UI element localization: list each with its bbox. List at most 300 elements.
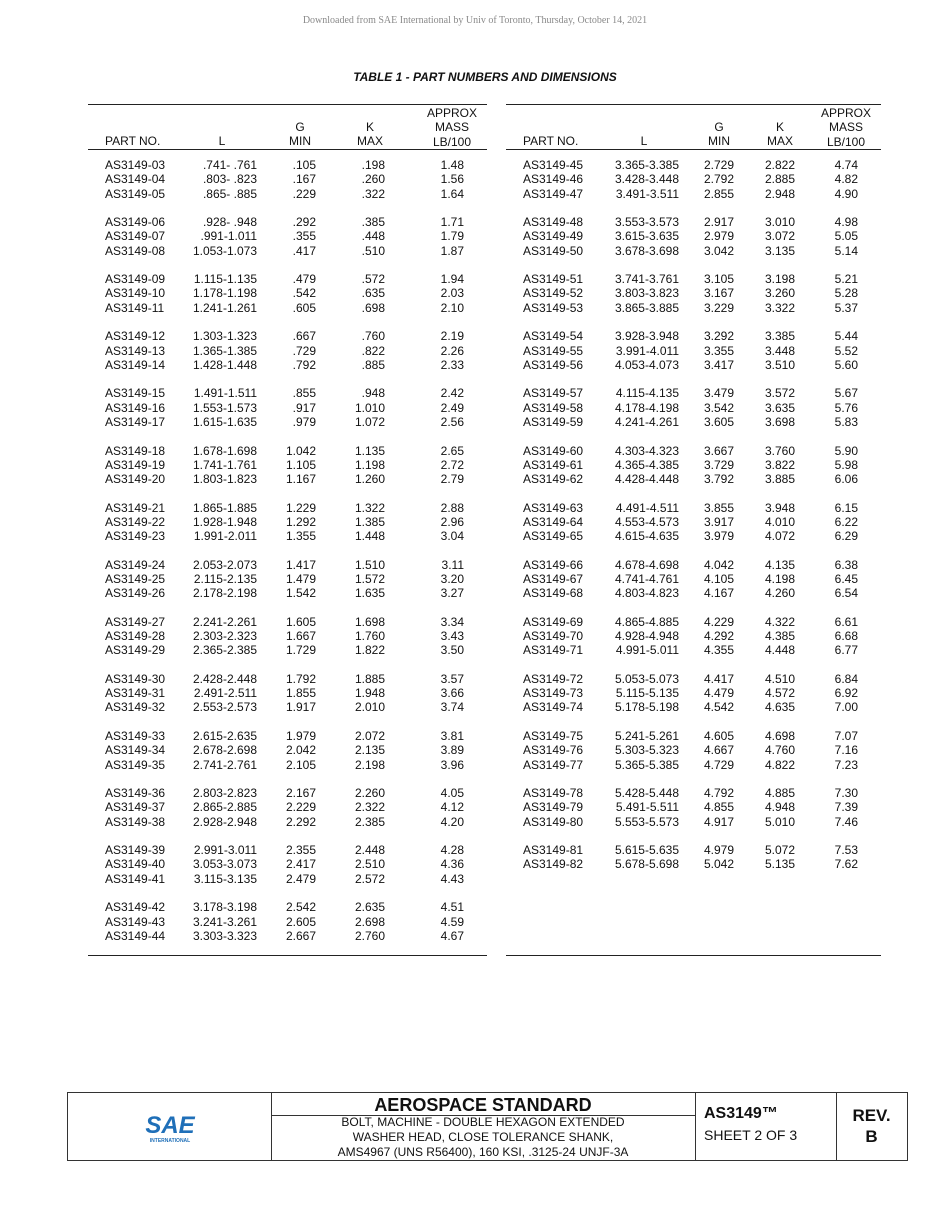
approx-mass: 4.98 (834, 215, 858, 230)
k-max: 1.385 (354, 514, 385, 529)
k-max: 5.072 (764, 843, 795, 858)
part-number: AS3149-62 (523, 472, 584, 487)
approx-mass: 2.72 (440, 457, 464, 472)
approx-mass: 5.14 (834, 243, 858, 258)
k-max: 1.198 (354, 457, 385, 472)
table-row (506, 800, 881, 814)
approx-mass: 6.77 (834, 643, 858, 658)
k-max: 2.322 (354, 800, 385, 815)
table-row (88, 686, 487, 700)
length-l: 3.303-3.323 (192, 928, 257, 943)
k-max: 2.510 (354, 857, 385, 872)
length-l: 2.115-2.135 (193, 571, 257, 586)
approx-mass: 3.11 (441, 557, 464, 572)
table-row (506, 729, 881, 743)
g-min: 4.855 (703, 800, 734, 815)
g-min: 2.355 (285, 843, 316, 858)
approx-mass: 7.53 (834, 843, 858, 858)
g-min: 3.229 (703, 300, 734, 315)
k-max: 3.510 (764, 357, 795, 372)
part-number: AS3149-08 (105, 243, 166, 258)
part-number: AS3149-48 (523, 215, 584, 230)
length-l: 1.053-1.073 (192, 243, 257, 258)
part-number: AS3149-47 (523, 186, 584, 201)
k-max: 3.010 (764, 215, 795, 230)
k-max: 1.010 (354, 400, 385, 415)
g-min: 2.667 (285, 928, 316, 943)
g-min: 3.105 (703, 272, 734, 287)
part-number: AS3149-40 (105, 857, 166, 872)
length-l: 2.928-2.948 (192, 814, 257, 829)
length-l: 3.741-3.761 (614, 272, 679, 287)
table-row (506, 672, 881, 686)
table-row (506, 244, 881, 258)
approx-mass: 1.94 (440, 272, 464, 287)
length-l: 2.553-2.573 (192, 700, 257, 715)
table-row (88, 672, 487, 686)
row-group (506, 386, 881, 429)
g-min: 1.042 (285, 443, 316, 458)
part-number: AS3149-22 (105, 514, 166, 529)
part-number: AS3149-07 (105, 229, 166, 244)
length-l: 3.428-3.448 (614, 172, 679, 187)
length-l: 5.491-5.511 (615, 800, 679, 815)
g-min: .417 (292, 243, 316, 258)
approx-mass: 7.62 (834, 857, 858, 872)
length-l: 4.491-4.511 (615, 500, 679, 515)
table-row (506, 686, 881, 700)
standard-title: AEROSPACE STANDARD (271, 1093, 695, 1116)
k-max: .822 (361, 343, 385, 358)
table-row (506, 758, 881, 772)
table-row (88, 158, 487, 172)
row-group (88, 672, 487, 715)
k-max: 1.822 (354, 643, 385, 658)
approx-mass: 4.05 (440, 786, 464, 801)
approx-mass: 3.43 (440, 629, 464, 644)
length-l: .991-1.011 (200, 229, 257, 244)
table-row (506, 558, 881, 572)
sae-logo (68, 1093, 271, 1160)
g-min: 4.292 (703, 629, 734, 644)
row-group (506, 329, 881, 372)
g-min: 2.105 (285, 757, 316, 772)
part-number: AS3149-55 (523, 343, 584, 358)
part-number: AS3149-77 (523, 757, 584, 772)
g-min: 1.855 (285, 686, 316, 701)
table-row (88, 572, 487, 586)
g-min: 1.417 (285, 557, 316, 572)
g-min: 1.667 (285, 629, 316, 644)
approx-mass: 5.83 (834, 414, 858, 429)
k-max: 5.010 (764, 814, 795, 829)
length-l: 2.428-2.448 (192, 671, 257, 686)
approx-mass: 7.16 (834, 743, 858, 758)
part-number: AS3149-34 (105, 743, 166, 758)
part-number: AS3149-04 (105, 172, 166, 187)
g-min: .355 (292, 229, 316, 244)
g-min: 2.479 (285, 871, 316, 886)
k-max: .385 (361, 215, 385, 230)
g-min: 3.667 (703, 443, 734, 458)
table-row (88, 286, 487, 300)
approx-mass: 5.90 (834, 443, 858, 458)
k-max: 1.072 (354, 414, 385, 429)
k-max: .260 (361, 172, 385, 187)
row-group (88, 900, 487, 943)
g-min: 3.605 (703, 414, 734, 429)
g-min: 2.979 (703, 229, 734, 244)
k-max: 4.072 (764, 529, 795, 544)
part-number: AS3149-03 (105, 158, 166, 172)
table-row (88, 629, 487, 643)
part-number: AS3149-33 (105, 729, 166, 743)
table-row (88, 458, 487, 472)
table-row (88, 815, 487, 829)
k-max: 4.885 (764, 786, 795, 801)
length-l: 5.428-5.448 (614, 786, 679, 801)
table-row (88, 515, 487, 529)
row-group (506, 558, 881, 601)
table-row (506, 643, 881, 657)
table-row (88, 244, 487, 258)
k-max: 4.385 (764, 629, 795, 644)
length-l: 5.053-5.073 (614, 671, 679, 686)
table-row (506, 629, 881, 643)
table-row (88, 187, 487, 201)
approx-mass: 6.61 (834, 614, 858, 629)
table-row (88, 915, 487, 929)
part-number: AS3149-42 (105, 900, 166, 915)
k-max: 2.572 (354, 871, 385, 886)
part-number: AS3149-13 (105, 343, 166, 358)
part-number: AS3149-27 (105, 614, 166, 629)
length-l: 2.365-2.385 (192, 643, 257, 658)
row-group (88, 215, 487, 258)
length-l: 2.991-3.011 (193, 843, 257, 858)
row-group (88, 558, 487, 601)
row-group (88, 444, 487, 487)
row-group (506, 843, 881, 872)
length-l: 2.741-2.761 (192, 757, 257, 772)
g-min: .855 (292, 386, 316, 401)
length-l: 1.428-1.448 (192, 357, 257, 372)
g-min: 5.042 (703, 857, 734, 872)
approx-mass: 3.34 (440, 614, 464, 629)
length-l: 2.615-2.635 (192, 729, 257, 743)
part-number: AS3149-64 (523, 514, 584, 529)
approx-mass: 4.43 (440, 871, 464, 886)
g-min: 2.229 (285, 800, 316, 815)
part-number: AS3149-24 (105, 557, 166, 572)
approx-mass: 3.66 (440, 686, 464, 701)
part-number: AS3149-18 (105, 443, 166, 458)
header-part-no: PART NO. (105, 134, 161, 148)
approx-mass: 6.06 (834, 472, 858, 487)
g-min: 1.917 (285, 700, 316, 715)
approx-mass: 5.60 (834, 357, 858, 372)
approx-mass: 3.57 (440, 671, 464, 686)
approx-mass: 4.90 (834, 186, 858, 201)
length-l: .741- .761 (202, 158, 257, 172)
part-number: AS3149-35 (105, 757, 166, 772)
table-row (88, 472, 487, 486)
row-group (506, 729, 881, 772)
table-row (88, 501, 487, 515)
table-header (88, 105, 487, 150)
length-l: 5.241-5.261 (614, 729, 679, 743)
row-group (506, 215, 881, 258)
g-min: .979 (292, 414, 316, 429)
part-number: AS3149-73 (523, 686, 584, 701)
k-max: 4.698 (764, 729, 795, 743)
part-number: AS3149-72 (523, 671, 584, 686)
part-number: AS3149-05 (105, 186, 166, 201)
svg-text:SAE: SAE (145, 1112, 195, 1139)
length-l: 3.678-3.698 (614, 243, 679, 258)
approx-mass: 5.76 (834, 400, 858, 415)
length-l: 4.928-4.948 (614, 629, 679, 644)
k-max: 2.010 (354, 700, 385, 715)
g-min: 3.979 (703, 529, 734, 544)
approx-mass: 6.45 (834, 571, 858, 586)
table-row (88, 615, 487, 629)
table-row (88, 700, 487, 714)
k-max: 3.572 (764, 386, 795, 401)
header-g: G MIN (289, 120, 311, 149)
g-min: 4.542 (703, 700, 734, 715)
length-l: 4.553-4.573 (614, 514, 679, 529)
g-min: .917 (292, 400, 316, 415)
approx-mass: 2.26 (440, 343, 464, 358)
part-number: AS3149-81 (523, 843, 584, 858)
k-max: .698 (361, 300, 385, 315)
k-max: 4.510 (764, 671, 795, 686)
approx-mass: 7.39 (834, 800, 858, 815)
g-min: 2.855 (703, 186, 734, 201)
approx-mass: 6.92 (834, 686, 858, 701)
part-number: AS3149-58 (523, 400, 584, 415)
g-min: 2.292 (285, 814, 316, 829)
length-l: 4.241-4.261 (614, 414, 679, 429)
g-min: .479 (292, 272, 316, 287)
k-max: 2.822 (764, 158, 795, 172)
k-max: .510 (361, 243, 385, 258)
approx-mass: 1.56 (440, 172, 464, 187)
k-max: 1.698 (354, 614, 385, 629)
approx-mass: 1.64 (440, 186, 464, 201)
g-min: 4.729 (703, 757, 734, 772)
k-max: 2.198 (354, 757, 385, 772)
k-max: 4.322 (764, 614, 795, 629)
document-number: AS3149™ (704, 1105, 778, 1122)
table-row (506, 172, 881, 186)
approx-mass: 6.84 (834, 671, 858, 686)
table-row (88, 229, 487, 243)
g-min: 4.605 (703, 729, 734, 743)
k-max: 3.260 (764, 286, 795, 301)
length-l: 4.678-4.698 (614, 557, 679, 572)
header-mass: APPROX MASS LB/100 (426, 106, 477, 149)
length-l: 4.178-4.198 (614, 400, 679, 415)
part-number: AS3149-20 (105, 472, 166, 487)
k-max: 1.260 (354, 472, 385, 487)
approx-mass: 2.88 (440, 500, 464, 515)
g-min: 4.792 (703, 786, 734, 801)
k-max: .948 (361, 386, 385, 401)
length-l: 3.553-3.573 (614, 215, 679, 230)
part-number: AS3149-70 (523, 629, 584, 644)
approx-mass: 3.74 (440, 700, 464, 715)
revision: REV. B (852, 1106, 891, 1146)
length-l: 3.991-4.011 (615, 343, 679, 358)
table-row (506, 743, 881, 757)
table-title: TABLE 1 - PART NUMBERS AND DIMENSIONS (353, 70, 617, 84)
k-max: 3.385 (764, 329, 795, 344)
approx-mass: 2.33 (440, 357, 464, 372)
table-row (88, 358, 487, 372)
approx-mass: 2.56 (440, 414, 464, 429)
table-row (88, 386, 487, 400)
part-number: AS3149-37 (105, 800, 166, 815)
k-max: 2.448 (354, 843, 385, 858)
table-row (88, 401, 487, 415)
approx-mass: 4.51 (440, 900, 464, 915)
svg-text:INTERNATIONAL: INTERNATIONAL (149, 1138, 191, 1144)
length-l: 5.553-5.573 (614, 814, 679, 829)
length-l: 1.178-1.198 (192, 286, 257, 301)
table-row (506, 444, 881, 458)
table-row (88, 743, 487, 757)
row-group (506, 158, 881, 201)
g-min: 4.479 (703, 686, 734, 701)
length-l: 4.803-4.823 (614, 586, 679, 601)
part-number: AS3149-12 (105, 329, 166, 344)
length-l: 1.865-1.885 (192, 500, 257, 515)
g-min: 1.229 (285, 500, 316, 515)
part-number: AS3149-39 (105, 843, 166, 858)
k-max: 3.822 (764, 457, 795, 472)
approx-mass: 2.49 (440, 400, 464, 415)
table-row (506, 815, 881, 829)
part-number: AS3149-25 (105, 571, 166, 586)
g-min: 4.979 (703, 843, 734, 858)
approx-mass: 5.37 (834, 300, 858, 315)
length-l: 1.303-1.323 (192, 329, 257, 344)
g-min: .229 (292, 186, 316, 201)
k-max: 4.572 (764, 686, 795, 701)
g-min: 2.792 (703, 172, 734, 187)
approx-mass: 3.96 (440, 757, 464, 772)
approx-mass: 7.07 (834, 729, 858, 743)
part-number: AS3149-57 (523, 386, 584, 401)
approx-mass: 3.27 (440, 586, 464, 601)
g-min: 4.042 (703, 557, 734, 572)
k-max: .635 (361, 286, 385, 301)
k-max: 2.260 (354, 786, 385, 801)
table-row (506, 843, 881, 857)
k-max: .198 (361, 158, 385, 172)
sheet-number: SHEET 2 OF 3 (704, 1127, 798, 1143)
row-group (506, 501, 881, 544)
approx-mass: 6.29 (834, 529, 858, 544)
length-l: 2.178-2.198 (192, 586, 257, 601)
g-min: 4.355 (703, 643, 734, 658)
approx-mass: 3.89 (440, 743, 464, 758)
approx-mass: 4.67 (440, 928, 464, 943)
approx-mass: 5.21 (834, 272, 858, 287)
part-number: AS3149-28 (105, 629, 166, 644)
table-row (506, 700, 881, 714)
g-min: 1.605 (285, 614, 316, 629)
k-max: .322 (361, 186, 385, 201)
part-number: AS3149-17 (105, 414, 166, 429)
k-max: 3.760 (764, 443, 795, 458)
length-l: 1.741-1.761 (192, 457, 257, 472)
part-number: AS3149-15 (105, 386, 166, 401)
g-min: 3.042 (703, 243, 734, 258)
row-group (506, 615, 881, 658)
part-number: AS3149-38 (105, 814, 166, 829)
g-min: 3.917 (703, 514, 734, 529)
k-max: 2.072 (354, 729, 385, 743)
approx-mass: 5.44 (834, 329, 858, 344)
table-row (506, 272, 881, 286)
length-l: 5.115-5.135 (615, 686, 679, 701)
g-min: 1.479 (285, 571, 316, 586)
k-max: 4.260 (764, 586, 795, 601)
part-number: AS3149-14 (105, 357, 166, 372)
title-block (67, 1092, 908, 1161)
approx-mass: 1.79 (440, 229, 464, 244)
k-max: 4.948 (764, 800, 795, 815)
length-l: 2.491-2.511 (193, 686, 257, 701)
length-l: 3.615-3.635 (614, 229, 679, 244)
length-l: 1.615-1.635 (192, 414, 257, 429)
approx-mass: 4.12 (440, 800, 464, 815)
length-l: 1.803-1.823 (192, 472, 257, 487)
k-max: 3.885 (764, 472, 795, 487)
approx-mass: 6.68 (834, 629, 858, 644)
g-min: 1.542 (285, 586, 316, 601)
part-number: AS3149-19 (105, 457, 166, 472)
length-l: 5.615-5.635 (614, 843, 679, 858)
length-l: 4.428-4.448 (614, 472, 679, 487)
table-row (506, 229, 881, 243)
g-min: 2.167 (285, 786, 316, 801)
approx-mass: 2.42 (440, 386, 464, 401)
table-row (88, 586, 487, 600)
table-row (88, 215, 487, 229)
part-number: AS3149-41 (105, 871, 166, 886)
table-row (506, 458, 881, 472)
g-min: 2.729 (703, 158, 734, 172)
part-number: AS3149-31 (105, 686, 166, 701)
part-number: AS3149-45 (523, 158, 584, 172)
approx-mass: 5.05 (834, 229, 858, 244)
table-row (506, 415, 881, 429)
length-l: 2.303-2.323 (192, 629, 257, 644)
table-row (88, 172, 487, 186)
length-l: 3.865-3.885 (614, 300, 679, 315)
length-l: 2.865-2.885 (192, 800, 257, 815)
length-l: .803- .823 (202, 172, 257, 187)
table-row (506, 472, 881, 486)
approx-mass: 4.28 (440, 843, 464, 858)
k-max: 4.448 (764, 643, 795, 658)
row-group (506, 272, 881, 315)
k-max: 2.948 (764, 186, 795, 201)
